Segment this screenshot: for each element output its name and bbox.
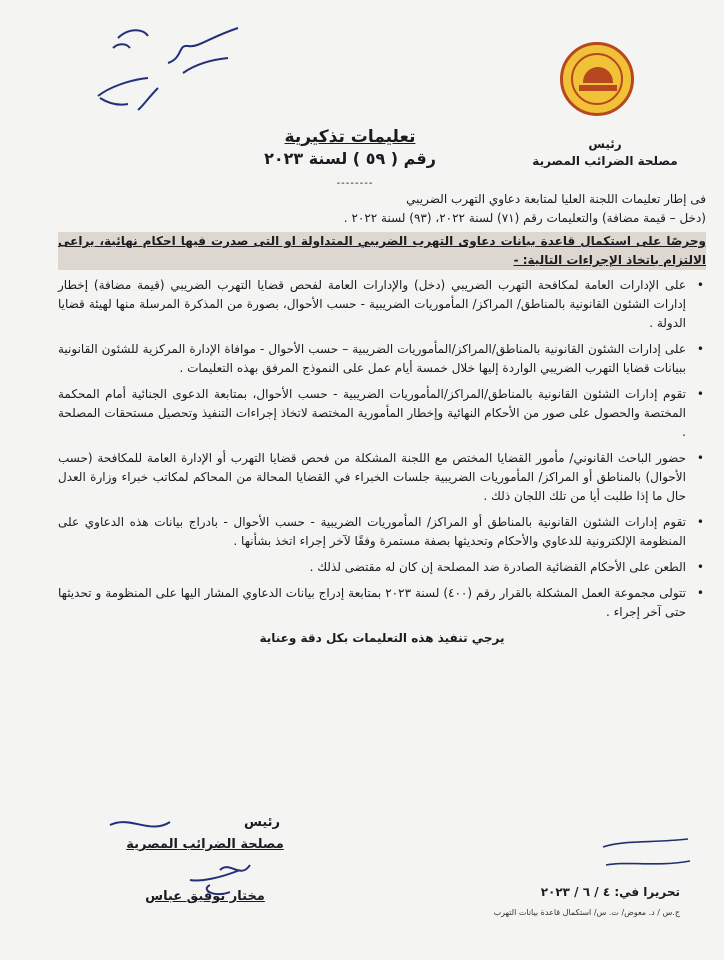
- registration-scribble: [598, 835, 698, 875]
- instruction-item: • تقوم إدارات الشئون القانونية بالمناطق أو المراكز/ المأموريات الضريبية - حسب الأحوال - بادراج بيانات هذه الدعاوي على المنظومة الإلكترونية للدعاوي والأحكام وتحديثها بصفة مستمرة وفقًا لآخر إجراء اتخذ بشأنها .: [58, 515, 704, 548]
- instruction-item: • تتولى مجموعة العمل المشكلة بالقرار رقم (٤٠٠) لسنة ٢٠٢٣ بمتابعة إدراج بيانات الدعاوي المشار اليها على المنظومة و تحديثها حتى آخر إجراء .: [58, 586, 704, 619]
- signature-org: مصلحة الضرائب المصرية: [126, 837, 284, 852]
- focus-statement: وحرصًا على استكمال قاعدة بيانات دعاوى التهرب الضريبي المتداولة او التى صدرت فيها احكام نهائية، يراعى الالتزام باتخاذ الإجراءات التالية: -: [58, 232, 706, 270]
- intro-line-2: (دخل – قيمة مضافة) والتعليمات رقم (٧١) لسنة ٢٠٢٢، (٩٣) لسنة ٢٠٢٢ .: [343, 211, 706, 225]
- closing-line: يرجي تنفيذ هذه التعليمات بكل دقة وعناية: [259, 631, 505, 645]
- instruction-item: • على إدارات الشئون القانونية بالمناطق/المراكز/المأموريات الضريبية – حسب الأحوال - موافاة الإدارة المركزية للشئون القانونية ببيانات قضايا التهرب الضريبي الواردة إليها خلال خمسة أيام عمل على النموذج المرفق بهذه التعليمات .: [58, 342, 704, 375]
- issuer-title: رئيس: [588, 137, 622, 151]
- written-date: تحريرا في: ٤ / ٦ / ٢٠٢٣: [540, 885, 680, 899]
- intro-paragraph: [58, 190, 706, 228]
- bullet-icon: •: [696, 451, 704, 465]
- title-divider: --------: [336, 178, 374, 189]
- document-number: رقم ( ٥٩ ) لسنة ٢٠٢٣: [264, 149, 436, 168]
- bullet-icon: •: [696, 515, 704, 529]
- instruction-item: • حضور الباحث القانوني/ مأمور القضايا المختص مع اللجنة المشكلة من فحص قضايا التهرب أو الإدارة العامة للمكافحة (حسب الأحوال) بالمناطق أو المراكز/ المأموريات الضريبية جلسات الخبراء في القضايا المحالة من المحاكم لمكاتب خبراء وزارة العدل حال ما إذا طلبت أيا من تلك اللجان ذلك .: [58, 451, 704, 503]
- bullet-icon: •: [696, 387, 704, 401]
- signature-title: رئيس: [243, 815, 280, 830]
- document-title-block: [230, 126, 470, 170]
- instruction-item: • على الإدارات العامة لمكافحة التهرب الضريبي (دخل) والإدارات العامة لفحص قضايا التهرب الضريبي (قيمة مضافة) إخطار إدارات الشئون القانونية بالمناطق/ المراكز/ المأموريات الضريبية - حسب الأحوال، بصورة من المذكرة المرسلة منها لهيئة قضايا الدولة .: [58, 278, 704, 330]
- instruction-item: • الطعن على الأحكام القضائية الصادرة ضد المصلحة إن كان له مقتضى لذلك .: [58, 558, 706, 577]
- document-title: تعليمات تذكيرية: [284, 127, 416, 147]
- instruction-list: [58, 276, 706, 622]
- issuer-block: [505, 136, 705, 170]
- ministry-logo: [560, 42, 634, 116]
- handwritten-registration: [598, 835, 698, 875]
- signature-block: [110, 812, 300, 908]
- bullet-icon: •: [696, 342, 704, 356]
- handwritten-note: [88, 18, 248, 113]
- signature-name: مختار توفيق عباس: [145, 889, 265, 904]
- handwriting-scribble: [88, 18, 248, 113]
- issuer-org: مصلحة الضرائب المصرية: [532, 154, 678, 168]
- bullet-icon: •: [696, 586, 704, 600]
- bullet-icon: •: [696, 560, 704, 574]
- bullet-icon: •: [696, 278, 704, 292]
- reference-line: ج.س / د. معوض/ ت. س/ استكمال قاعدة بيانات التهرب: [493, 908, 680, 917]
- document-body: [58, 190, 706, 648]
- instruction-item: • تقوم إدارات الشئون القانونية بالمناطق/المراكز/المأموريات الضريبية - حسب الأحوال، بمتابعة الدعوى الجنائية أمام المحكمة المختصة والحصول على صور من الأحكام النهائية وإخطار المأمورية المختصة لاتخاذ إجراءات التنفيذ وتحصيل مستحقات المصلحة .: [58, 387, 704, 439]
- intro-line-1: فى إطار تعليمات اللجنة العليا لمتابعة دعاوي التهرب الضريبي: [406, 192, 706, 206]
